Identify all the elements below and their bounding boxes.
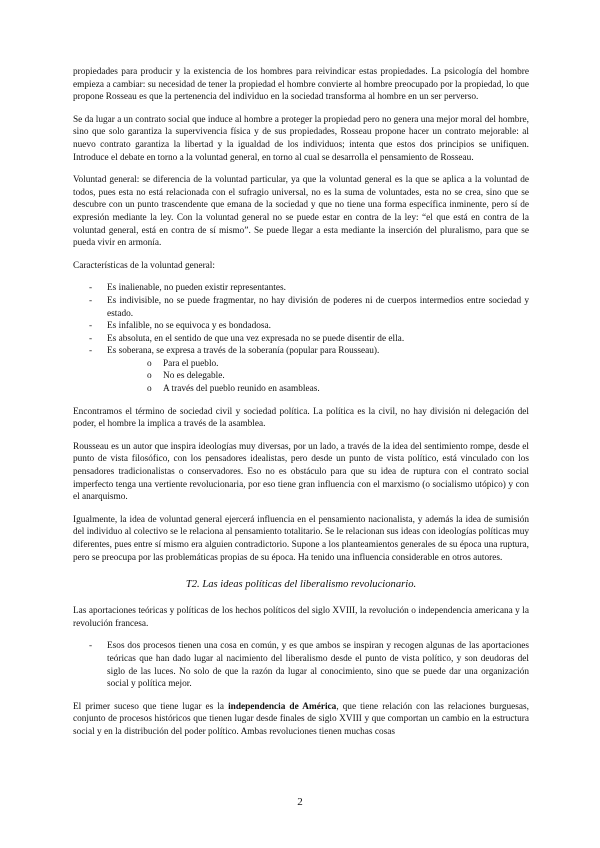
list-item: - Es infalible, no se equivoca y es bondadosa.	[89, 321, 271, 332]
paragraph-american-independence: El primer suceso que tiene lugar es la independencia de América, que tiene relación con las relaciones burguesas, conjunto de procesos históricos que tienen lugar desde finales de siglo XVIII y que comportan un cambio en la estructura social y en la distribución del poder político. Ambas revoluciones tienen muchas cosas	[73, 701, 529, 737]
list-item: - Es inalienable, no pueden existir representantes.	[89, 283, 286, 294]
paragraph-contributions: Las aportaciones teóricas y políticas de los hechos políticos del siglo XVIII, la revolución o independencia americana y la revolución francesa.	[73, 606, 529, 629]
list-item: - Es absoluta, en el sentido de que una vez expresada no se puede disentir de ella.	[89, 333, 405, 344]
list-item: - Esos dos procesos tienen una cosa en común, y es que ambos se inspiran y recogen algunas de las aportaciones teóricas que han dado lugar al nacimiento del liberalismo desde el punto de vista político, y son deudoras del siglo de las luces. No solo de que la razón da lugar al conocimiento, sino que se puede dar una organización social y política mejor.	[89, 641, 529, 690]
paragraph-ideologies: Rousseau es un autor que inspira ideologías muy diversas, por un lado, a través de la idea del sentimiento rompe, desde el punto de vista filosófico, con los pensadores idealistas, pero desde un punto de vista político, está vinculado con los pensadores tradicionalistas o conservadores. Eso no es obstáculo para que su idea de ruptura con el contrato social imperfecto tenga una vertiente revolucionaria, por eso tiene gran influencia con el marxismo (o socialismo utópico) y con el anarquismo.	[73, 441, 529, 503]
section-title: T2. Las ideas políticas del liberalismo revolucionario.	[185, 579, 417, 591]
paragraph-general-will: Voluntad general: se diferencia de la voluntad particular, ya que la voluntad general es la que se aplica a la voluntad de todos, pues esta no está relacionada con el sufragio universal, no es la suma de voluntades, esta no se crea, sino que se descubre con un punto trascendente que emana de la sociedad y que no tiene una forma específica inminente, pero sí de expresión mediante la ley. Con la voluntad general no se puede estar en contra de la ley: “el que está en contra de la voluntad general, está en contra de sí mismo”. Se puede llegar a esta mediante la inserción del pluralismo, para que se pueda vivir en armonía.	[73, 175, 529, 249]
paragraph-social-contract: Se da lugar a un contrato social que induce al hombre a proteger la propiedad pero no genera una mejor moral del hombre, sino que solo garantiza la supervivencia física y de sus propiedades, Rosseau propone hacer un contrato mejorable: al nuevo contrato garantiza la libertad y la igualdad de los individuos; intenta que estos dos principios se unifiquen. Introduce el debate en torno a la voluntad general, en torno al cual se desarrolla el pensamiento de Rosseau.	[73, 114, 529, 163]
sub-list-item: o No es delegable.	[147, 371, 225, 382]
list-item: - Es indivisible, no se puede fragmentar, no hay división de poderes ni de cuerpos intermedios entre sociedad y estado.	[89, 295, 529, 319]
list-item: - Es soberana, se expresa a través de la soberanía (popular para Rousseau). o Para el pueblo. o No es delegable. o A través del pueblo reunido en asambleas.	[73, 345, 529, 395]
paragraph-civil-society: Encontramos el término de sociedad civil y sociedad política. La política es la civil, no hay división ni delegación del poder, el hombre la implica a través de la asamblea.	[73, 406, 529, 430]
characteristics-list	[73, 282, 529, 395]
processes-list	[73, 640, 529, 690]
paragraph-characteristics-heading: Características de la voluntad general:	[73, 260, 215, 271]
document-body	[73, 66, 529, 749]
sovereignty-sublist	[107, 358, 529, 396]
paragraph-property: propiedades para producir y la existencia de los hombres para reivindicar estas propiedades. La psicología del hombre empieza a cambiar: su necesidad de tener la propiedad el hombre convierte al hombre preocupado por la propiedad, lo que propone Rosseau es que la pertenencia del individuo en la sociedad transforma al hombre en un ser perverso.	[73, 67, 529, 103]
sub-list-item: o Para el pueblo.	[147, 358, 219, 369]
sub-list-item: o A través del pueblo reunido en asambleas.	[147, 384, 320, 395]
bold-term: independencia de América	[228, 701, 337, 712]
paragraph-influence: Igualmente, la idea de voluntad general ejercerá influencia en el pensamiento nacionalista, y además la idea de sumisión del individuo al colectivo se le relaciona al pensamiento totalitario. Se le relacionan sus ideas con ideologías políticas muy diferentes, pues entre sí mismo era alguien contradictorio. Supone a los planteamientos generales de su época una ruptura, pero se preocupa por las problemáticas propias de su época. Ha tenido una influencia considerable en otros autores.	[73, 514, 529, 563]
page-number: 2	[297, 796, 303, 808]
